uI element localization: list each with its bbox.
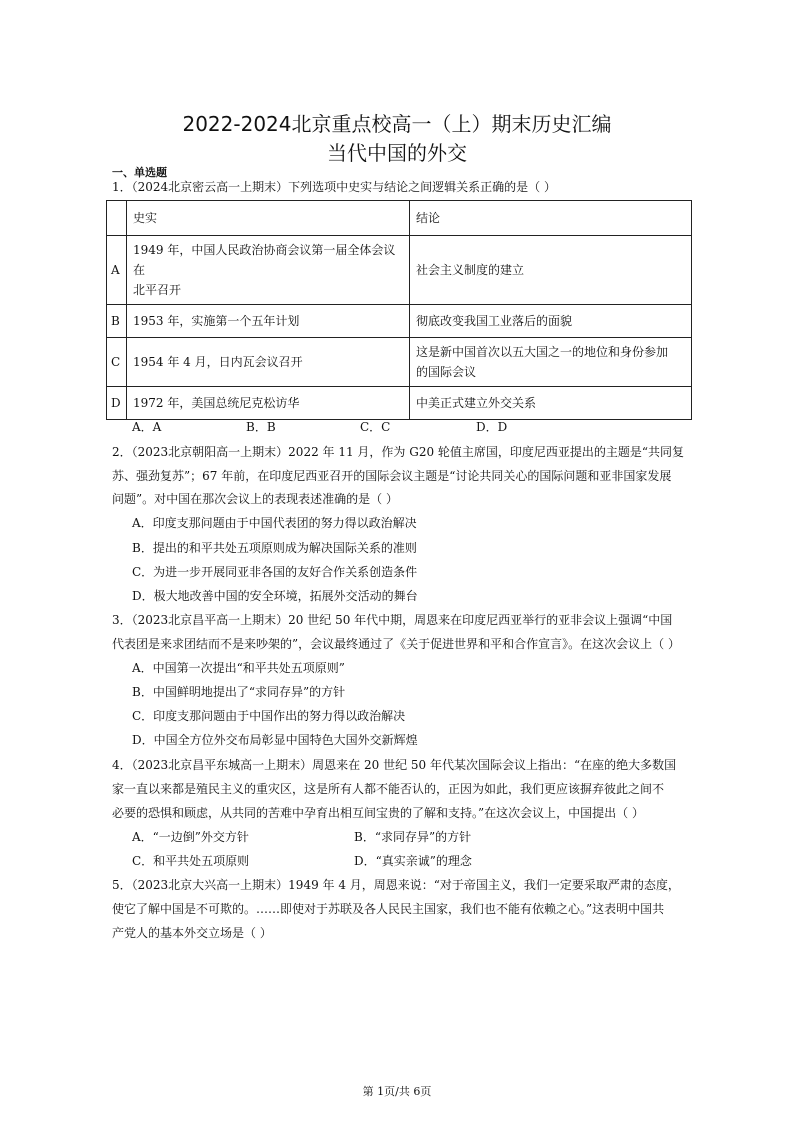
- q1-option-c: C．C: [360, 420, 391, 434]
- q3-option-d: D．中国全方位外交布局彰显中国特色大国外交新辉煌: [132, 733, 418, 747]
- q2-option-b: B．提出的和平共处五项原则成为解决国际关系的准则: [132, 541, 417, 555]
- q4-stem-line: 家一直以来都是殖民主义的重灾区，这是所有人都不能否认的，正因为如此，我们更应该摒弃彼此之间不: [112, 782, 665, 796]
- fact-cell: 1954 年 4 月，日内瓦会议召开: [127, 338, 410, 387]
- q1-option-d: D．D: [476, 420, 508, 434]
- table-row: [107, 305, 692, 338]
- q1-stem: 1．（2024北京密云高一上期末）下列选项中史实与结论之间逻辑关系正确的是（ ）: [112, 180, 556, 194]
- section-heading: 一、单选题: [112, 166, 167, 179]
- fact-cell: [127, 236, 410, 305]
- table-row: [107, 236, 692, 305]
- q4-stem-line: 4．（2023北京昌平东城高一上期末）周恩来在 20 世纪 50 年代某次国际会议上指出：“在座的绝大多数国: [112, 758, 677, 772]
- page-number: 第 1页/共 6页: [362, 1085, 432, 1098]
- table-header-cell: [107, 201, 127, 236]
- q2-stem-line: 问题”。对中国在那次会议上的表现表述准确的是（ ）: [112, 492, 398, 506]
- q3-option-a: A．中国第一次提出“和平共处五项原则”: [132, 661, 345, 675]
- q3-stem-line: 代表团是来求团结而不是来吵架的”，会议最终通过了《关于促进世界和平和合作宣言》。在这次会议上（ ）: [112, 637, 680, 651]
- fact-cell: 1972 年，美国总统尼克松访华: [127, 387, 410, 420]
- table-header-cell: 史实: [127, 201, 410, 236]
- row-letter: B: [107, 305, 127, 338]
- q5-stem-line: 产党人的基本外交立场是（ ）: [112, 926, 272, 940]
- conclusion-cell: 中美正式建立外交关系: [410, 387, 692, 420]
- q3-option-b: B．中国鲜明地提出了“求同存异”的方针: [132, 685, 346, 699]
- q4-stem-line: 必要的恐惧和顾虑，从共同的苦难中孕育出相互间宝贵的了解和支持。”在这次会议上，中国提出（ ）: [112, 806, 644, 820]
- table-row: [107, 338, 692, 387]
- q2-stem-line: 苏、强劲复苏”；67 年前，在印度尼西亚召开的国际会议主题是“讨论共同关心的国际问题和亚非国家发展: [112, 469, 672, 483]
- q2-option-d: D．极大地改善中国的安全环境，拓展外交活动的舞台: [132, 589, 418, 603]
- row-letter: D: [107, 387, 127, 420]
- conclusion-line: 的国际会议: [416, 365, 477, 379]
- conclusion-cell: 彻底改变我国工业落后的面貌: [410, 305, 692, 338]
- q4-option-c: C．和平共处五项原则: [132, 854, 250, 868]
- q1-option-a: A．A: [132, 420, 162, 434]
- page-subtitle: 当代中国的外交: [327, 141, 467, 165]
- conclusion-line: 这是新中国首次以五大国之一的地位和身份参加: [416, 345, 669, 359]
- q2-option-a: A．印度支那问题由于中国代表团的努力得以政治解决: [132, 516, 417, 530]
- fact-line: 北平召开: [133, 283, 182, 297]
- q2-option-c: C．为进一步开展同亚非各国的友好合作关系创造条件: [132, 565, 418, 579]
- table-header-cell: 结论: [410, 201, 692, 236]
- q2-stem-line: 2．（2023北京朝阳高一上期末）2022 年 11 月，作为 G20 轮值主席国，印度尼西亚提出的主题是“共同复: [112, 445, 685, 459]
- table-header-row: [107, 201, 692, 236]
- fact-cell: 1953 年，实施第一个五年计划: [127, 305, 410, 338]
- q1-table: [106, 200, 692, 420]
- conclusion-cell: [410, 338, 692, 387]
- row-letter: C: [107, 338, 127, 387]
- q3-option-c: C．印度支那问题由于中国作出的努力得以政治解决: [132, 709, 406, 723]
- table-row: [107, 387, 692, 420]
- q4-option-a: A．“一边倒”外交方针: [132, 830, 249, 844]
- q5-stem-line: 使它了解中国是不可欺的。……即使对于苏联及各人民民主国家，我们也不能有依赖之心。”这表明中国共: [112, 902, 665, 916]
- fact-line: 1949 年，中国人民政治协商会议第一届全体会议在: [133, 243, 396, 277]
- q4-option-d: D．“真实亲诚”的理念: [354, 854, 472, 868]
- q3-stem-line: 3．（2023北京昌平高一上期末）20 世纪 50 年代中期，周恩来在印度尼西亚举行的亚非会议上强调“中国: [112, 613, 673, 627]
- q4-option-b: B．“求同存异”的方针: [354, 830, 472, 844]
- row-letter: A: [107, 236, 127, 305]
- page-title: 2022-2024北京重点校高一（上）期末历史汇编: [182, 112, 612, 136]
- q1-option-b: B．B: [246, 420, 276, 434]
- q5-stem-line: 5．（2023北京大兴高一上期末）1949 年 4 月，周恩来说：“对于帝国主义，我们一定要采取严肃的态度，: [112, 878, 680, 892]
- conclusion-cell: 社会主义制度的建立: [410, 236, 692, 305]
